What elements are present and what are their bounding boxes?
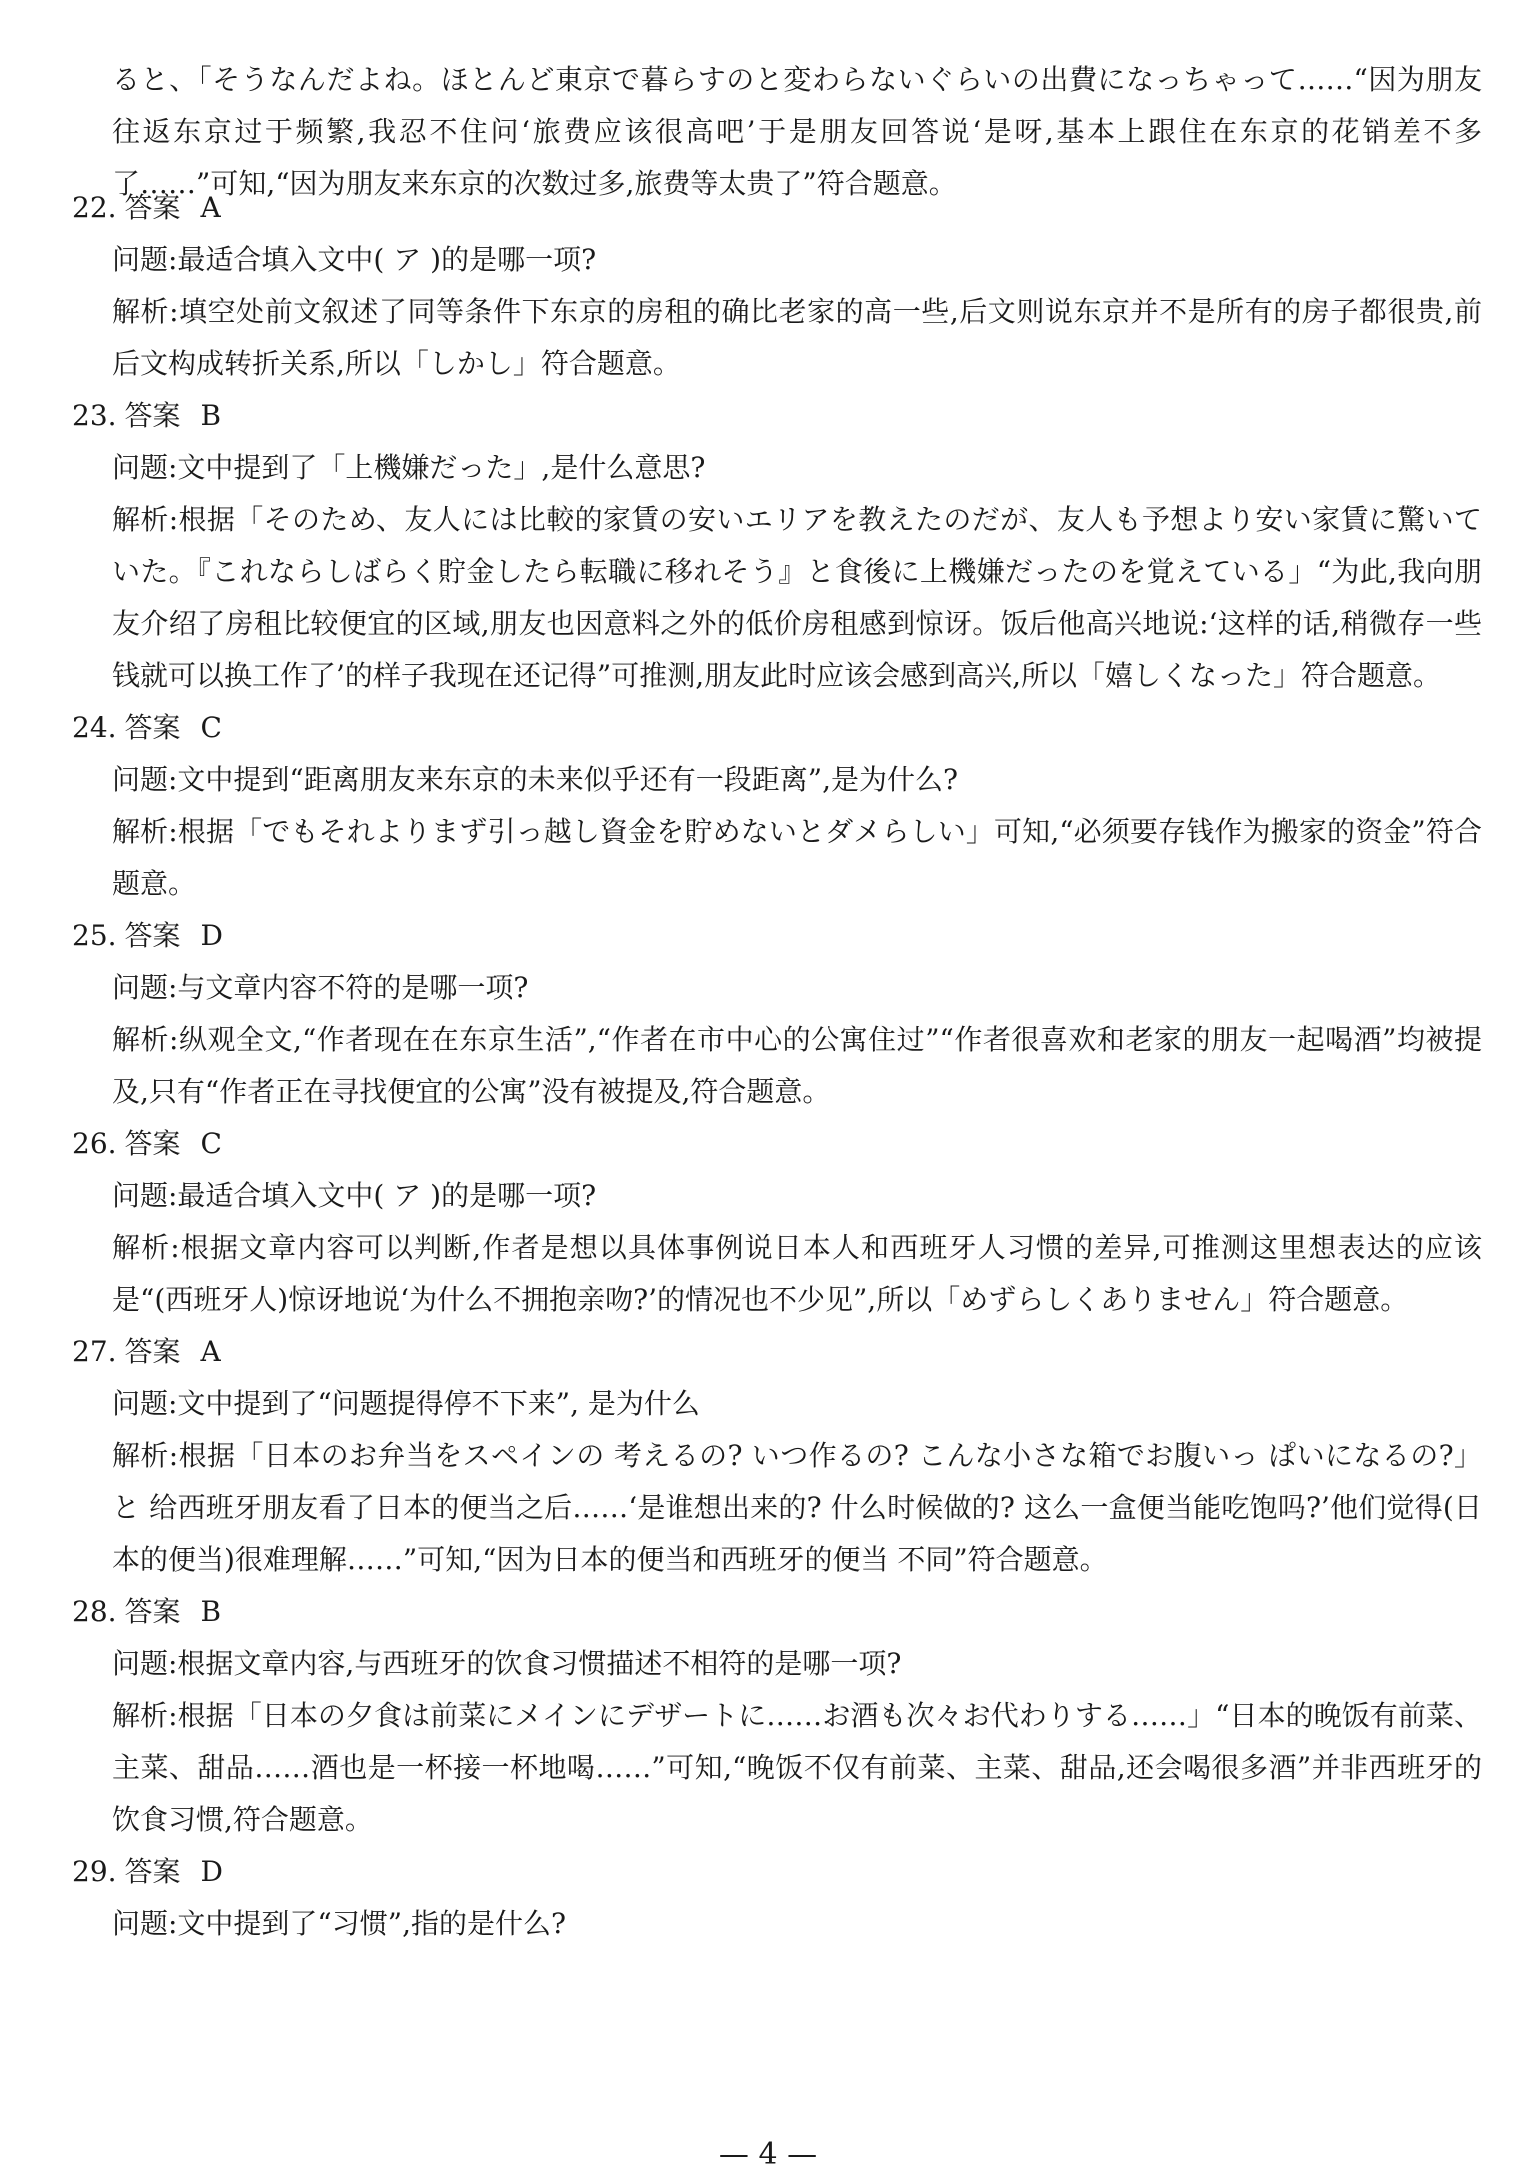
question-text: 问题:文中提到了「上機嫌だった」,是什么意思?: [112, 451, 706, 484]
question-number: 24.: [72, 711, 117, 744]
answer-item: [72, 1586, 1482, 1846]
answer-item: [72, 182, 1482, 390]
answer-heading: [72, 1118, 1482, 1170]
answer-item: [72, 1846, 1482, 1950]
answer-letter: C: [200, 711, 222, 744]
question-text: 问题:最适合填入文中( ア )的是哪一项?: [112, 1179, 597, 1212]
answer-letter: B: [200, 399, 222, 432]
answer-item: [72, 1118, 1482, 1326]
answer-heading: [72, 1586, 1482, 1638]
question-number: 25.: [72, 919, 117, 952]
analysis-text: 解析:根据「でもそれよりまず引っ越し資金を貯めないとダメらしい」可知,“必须要存钱作为搬家的资金”符合题意。: [112, 815, 1482, 900]
answer-heading: [72, 910, 1482, 962]
question-number: 29.: [72, 1855, 117, 1888]
analysis-text: 解析:根据「日本のお弁当をスペインの 考えるの? いつ作るの? こんな小さな箱でお腹いっ ぱいになるの?」と 给西班牙朋友看了日本的便当之后……‘是谁想出来的? 什么时候做的? 这么一盒便当能吃饱吗?’他们觉得(日本的便当)很难理解……”可知,“因为日本的便当和西班牙的便当 不同”符合题意。: [112, 1439, 1482, 1576]
question-text: 问题:最适合填入文中( ア )的是哪一项?: [112, 243, 597, 276]
analysis-text: 解析:根据文章内容可以判断,作者是想以具体事例说日本人和西班牙人习惯的差异,可推测这里想表达的应该是“(西班牙人)惊讶地说‘为什么不拥抱亲吻?’的情况也不少见”,所以「めずらしくありません」符合题意。: [112, 1231, 1482, 1316]
answer-label: 答案: [124, 191, 181, 224]
question-text: 问题:文中提到“距离朋友来东京的未来似乎还有一段距离”,是为什么?: [112, 763, 958, 796]
answer-heading: [72, 390, 1482, 442]
answer-label: 答案: [124, 1127, 181, 1160]
analysis-text: 解析:纵观全文,“作者现在在东京生活”,“作者在市中心的公寓住过”“作者很喜欢和老家的朋友一起喝酒”均被提及,只有“作者正在寻找便宜的公寓”没有被提及,符合题意。: [112, 1023, 1482, 1108]
question-number: 23.: [72, 399, 117, 432]
answer-heading: [72, 182, 1482, 234]
answer-letter: D: [200, 1855, 223, 1888]
analysis-text: 解析:填空处前文叙述了同等条件下东京的房租的确比老家的高一些,后文则说东京并不是所有的房子都很贵,前后文构成转折关系,所以「しかし」符合题意。: [112, 295, 1482, 380]
question-text: 问题:文中提到了“问题提得停不下来”, 是为什么: [112, 1387, 700, 1420]
question-text: 问题:与文章内容不符的是哪一项?: [112, 971, 529, 1004]
answer-label: 答案: [124, 919, 181, 952]
question-text: 问题:文中提到了“习惯”,指的是什么?: [112, 1907, 566, 1940]
answer-letter: A: [200, 1335, 221, 1368]
answer-heading: [72, 1846, 1482, 1898]
question-text: 问题:根据文章内容,与西班牙的饮食习惯描述不相符的是哪一项?: [112, 1647, 902, 1680]
answer-item: [72, 390, 1482, 702]
answer-letter: B: [200, 1595, 222, 1628]
answer-list: [72, 182, 1482, 1950]
answer-item: [72, 702, 1482, 910]
answer-label: 答案: [124, 711, 181, 744]
answer-heading: [72, 1326, 1482, 1378]
page-number: — 4 —: [718, 2137, 818, 2172]
question-number: 28.: [72, 1595, 117, 1628]
answer-letter: A: [200, 191, 221, 224]
answer-item: [72, 1326, 1482, 1586]
question-number: 26.: [72, 1127, 117, 1160]
answer-label: 答案: [124, 1855, 181, 1888]
answer-label: 答案: [124, 1595, 181, 1628]
answer-letter: D: [200, 919, 223, 952]
question-number: 22.: [72, 191, 117, 224]
answer-label: 答案: [124, 399, 181, 432]
answer-letter: C: [200, 1127, 222, 1160]
answer-item: [72, 910, 1482, 1118]
answer-label: 答案: [124, 1335, 181, 1368]
answer-heading: [72, 702, 1482, 754]
analysis-text: 解析:根据「そのため、友人には比較的家賃の安いエリアを教えたのだが、友人も予想より安い家賃に驚いていた。『これならしばらく貯金したら転職に移れそう』と食後に上機嫌だったのを覚えている」“为此,我向朋友介绍了房租比较便宜的区域,朋友也因意料之外的低价房租感到惊讶。饭后他高兴地说:‘这样的话,稍微存一些钱就可以换工作了’的样子我现在还记得”可推测,朋友此时应该会感到高兴,所以「嬉しくなった」符合题意。: [112, 503, 1482, 692]
question-number: 27.: [72, 1335, 117, 1368]
intro-paragraph: ると、「そうなんだよね。ほとんど東京で暮らすのと変わらないぐらいの出費になっちゃって……“因为朋友往返东京过于频繁,我忍不住问‘旅费应该很高吧’于是朋友回答说‘是呀,基本上跟住在东京的花销差不多了……”可知,“因为朋友来东京的次数过多,旅费等太贵了”符合题意。: [112, 63, 1482, 200]
analysis-text: 解析:根据「日本の夕食は前菜にメインにデザートに……お酒も次々お代わりする……」“日本的晚饭有前菜、主菜、甜品……酒也是一杯接一杯地喝……”可知,“晚饭不仅有前菜、主菜、甜品,还会喝很多酒”并非西班牙的饮食习惯,符合题意。: [112, 1699, 1482, 1836]
